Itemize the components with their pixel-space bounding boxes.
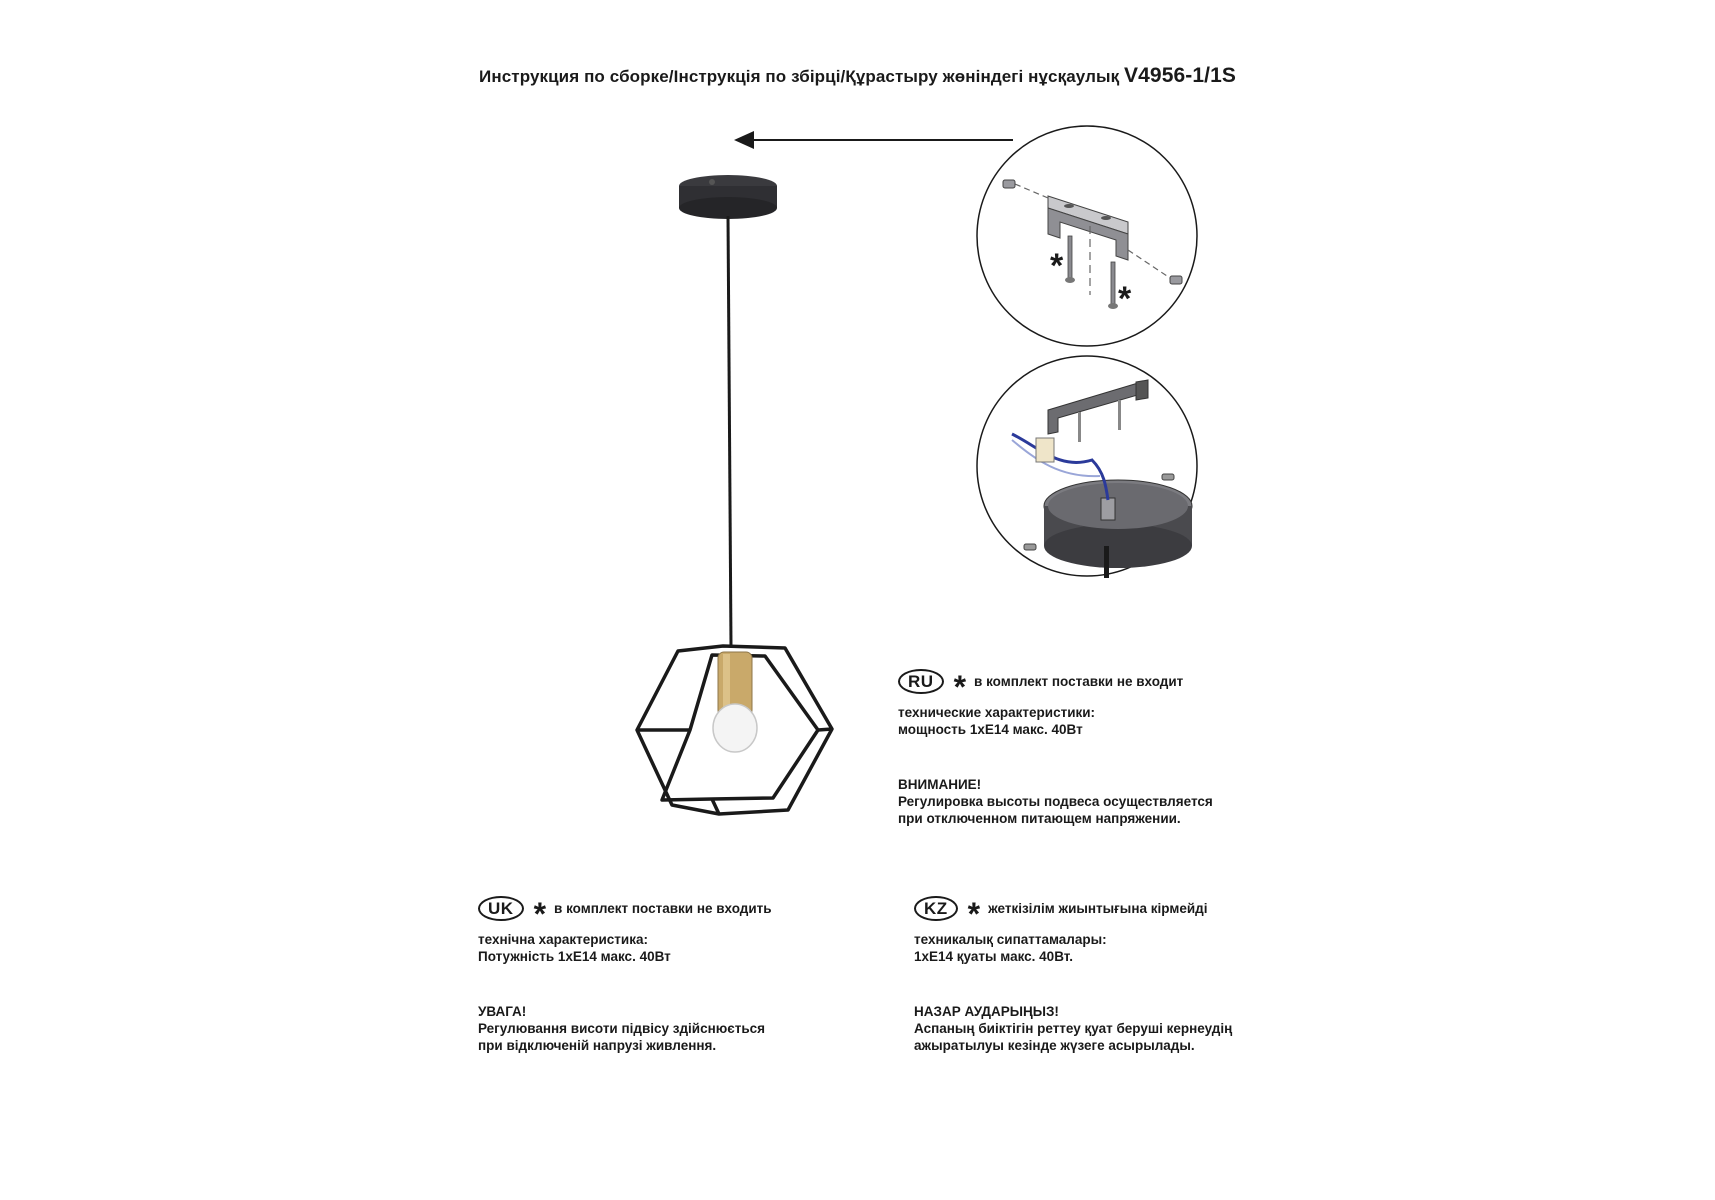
- ru-spec-value: мощность 1хE14 макс. 40Вт: [898, 722, 1083, 737]
- ru-badge: RU: [898, 669, 944, 694]
- kz-not-included-note: жеткізілім жиынтығына кірмейді: [988, 900, 1208, 916]
- detail-canopy-wiring: [977, 356, 1197, 578]
- uk-warning-line2: при відключеній напрузі живлення.: [478, 1038, 717, 1053]
- kz-header-row: [914, 895, 1232, 932]
- kz-badge: KZ: [914, 896, 958, 921]
- light-bulb: [713, 704, 757, 752]
- ru-not-included-note: в комплект поставки не входит: [974, 673, 1184, 689]
- uk-asterisk: *: [533, 896, 547, 932]
- kz-warning-line1: Аспаның биіктігін реттеу қуат беруші кернеудің: [914, 1021, 1233, 1036]
- ru-header-row: [898, 668, 1213, 705]
- uk-header-row: [478, 895, 772, 932]
- ru-spec-title: технические характеристики:: [898, 705, 1096, 720]
- detail-asterisk-right: *: [1118, 280, 1132, 318]
- kz-info-block: [914, 895, 1232, 1054]
- ru-warning-line2: при отключенном питающем напряжении.: [898, 811, 1181, 826]
- kz-warning-line2: ажыратылуы кезінде жүзеге асырылады.: [914, 1038, 1195, 1053]
- uk-warning-line1: Регулювання висоти підвісу здійснюється: [478, 1021, 766, 1036]
- kz-warning-title: НАЗАР АУДАРЫҢЫЗ!: [914, 1004, 1059, 1019]
- kz-spec-title: техникалық сипаттамалары:: [914, 932, 1107, 947]
- ru-warning-line1: Регулировка высоты подвеса осуществляется: [898, 794, 1213, 809]
- uk-warning-title: УВАГА!: [478, 1004, 527, 1019]
- title-main: Инструкция по сборке/Інструкція по збірці/Құрастыру жөніндегі нұсқаулық: [479, 67, 1120, 86]
- direction-arrow: [734, 131, 1013, 149]
- uk-not-included-note: в комплект поставки не входить: [554, 900, 772, 916]
- kz-asterisk: *: [967, 896, 981, 932]
- uk-spec-title: технічна характеристика:: [478, 932, 648, 947]
- suspension-cord: [728, 216, 731, 646]
- detail-asterisk-left: *: [1050, 247, 1064, 285]
- uk-info-block: [478, 895, 772, 1054]
- model-number: V4956-1/1S: [1124, 64, 1236, 87]
- detail-mounting-bracket: [977, 126, 1197, 346]
- uk-spec-value: Потужність 1хE14 макс. 40Вт: [478, 949, 671, 964]
- uk-badge: UK: [478, 896, 524, 921]
- ru-info-block: [898, 668, 1213, 827]
- ru-warning-title: ВНИМАНИЕ!: [898, 777, 982, 792]
- kz-spec-value: 1хE14 қуаты макс. 40Вт.: [914, 949, 1073, 964]
- ru-asterisk: *: [953, 669, 967, 705]
- pendant-lamp: [637, 175, 832, 814]
